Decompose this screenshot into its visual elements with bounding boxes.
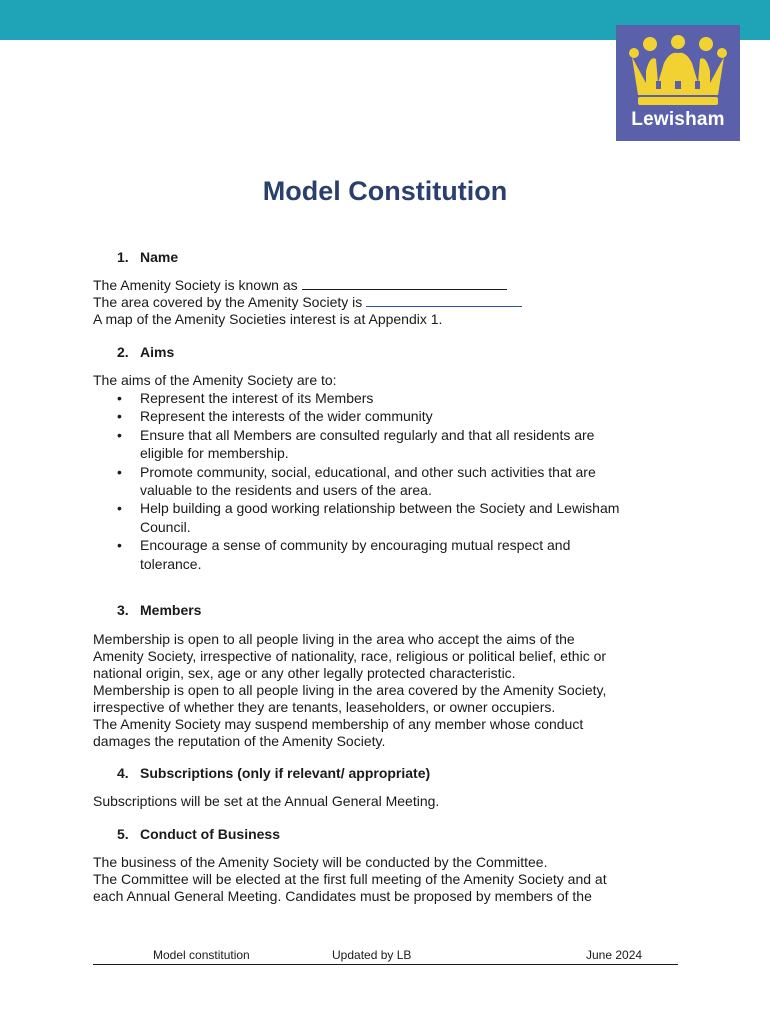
- aims-item-line: tolerance.: [140, 555, 202, 572]
- society-name-blank: [302, 277, 507, 290]
- members-section-body: [93, 631, 606, 750]
- section-heading-text: Aims: [140, 344, 175, 360]
- paragraph-line: national origin, sex, age or any other legally protected characteristic.: [93, 665, 516, 681]
- aims-item-line: eligible for membership.: [140, 445, 289, 462]
- aims-item-line: • Help building a good working relationship between the Society and Lewisham: [140, 500, 620, 517]
- paragraph-line: each Annual General Meeting. Candidates must be proposed by members of the: [93, 888, 592, 904]
- paragraph-line: The Amenity Society may suspend membership of any member whose conduct: [93, 716, 584, 732]
- aims-intro: The aims of the Amenity Society are to:: [93, 372, 337, 388]
- aims-item-line: • Ensure that all Members are consulted regularly and that all residents are: [140, 426, 595, 443]
- section-number: 3.: [117, 602, 129, 618]
- section-heading-conduct: [117, 826, 280, 842]
- section-number: 1.: [117, 249, 129, 265]
- paragraph-line: irrespective of whether they are tenants, leaseholders, or owner occupiers.: [93, 699, 556, 715]
- section-number: 5.: [117, 826, 129, 842]
- aims-item-line: • Represent the interest of its Members: [140, 390, 374, 406]
- logo-wordmark: Lewisham: [631, 109, 725, 130]
- paragraph-line: The Committee will be elected at the first full meeting of the Amenity Society and at: [93, 871, 607, 887]
- paragraph-line: Membership is open to all people living in the area covered by the Amenity Society,: [93, 682, 607, 698]
- aims-list-item: [117, 499, 619, 536]
- lewisham-logo: [616, 25, 740, 141]
- footer-updated-by: Updated by LB: [332, 948, 412, 962]
- aims-list-item: [117, 536, 619, 573]
- aims-item-line: valuable to the residents and users of the area.: [140, 482, 432, 499]
- page-footer: [93, 948, 678, 965]
- area-covered-label: The area covered by the Amenity Society is: [93, 294, 363, 310]
- society-name-label: The Amenity Society is known as: [93, 277, 298, 293]
- aims-list-item: [117, 463, 619, 500]
- aims-item-line: • Represent the interests of the wider community: [140, 408, 433, 425]
- aims-item-line: • Promote community, social, educational, and other such activities that are: [140, 463, 596, 480]
- paragraph-line: The business of the Amenity Society will be conducted by the Committee.: [93, 854, 548, 870]
- paragraph-line: damages the reputation of the Amenity Society.: [93, 733, 386, 749]
- footer-document-name: Model constitution: [153, 948, 250, 962]
- area-covered-blank: [366, 294, 522, 307]
- section-heading-text: Name: [140, 249, 179, 265]
- aims-list-item: [117, 389, 619, 407]
- aims-list: [117, 389, 619, 573]
- section-heading-name: [117, 249, 178, 265]
- footer-date: June 2024: [586, 948, 643, 962]
- section-number: 4.: [117, 765, 129, 781]
- paragraph-line: Membership is open to all people living in the area who accept the aims of the: [93, 631, 575, 647]
- society-name-line: [93, 277, 522, 294]
- section-heading-text: Members: [140, 602, 202, 618]
- document-title: Model Constitution: [262, 176, 508, 206]
- conduct-section-body: [93, 854, 607, 905]
- aims-list-item: [117, 426, 619, 463]
- area-covered-line: [93, 294, 522, 311]
- name-section-body: [93, 277, 522, 328]
- aims-item-line: Council.: [140, 518, 191, 535]
- section-number: 2.: [117, 344, 129, 360]
- aims-item-line: • Encourage a sense of community by encouraging mutual respect and: [140, 537, 571, 554]
- subscriptions-text: Subscriptions will be set at the Annual General Meeting.: [93, 793, 440, 809]
- aims-list-item: [117, 407, 619, 425]
- section-heading-text: Conduct of Business: [140, 826, 281, 842]
- paragraph-line: Amenity Society, irrespective of nationality, race, religious or political belief, ethic or: [93, 648, 607, 664]
- section-heading-subscriptions: [117, 765, 430, 781]
- section-heading-members: [117, 602, 201, 618]
- section-heading-text: Subscriptions (only if relevant/ appropriate): [140, 765, 431, 781]
- crown-icon: [628, 33, 728, 107]
- section-heading-aims: [117, 344, 174, 360]
- map-appendix-line: A map of the Amenity Societies interest is at Appendix 1.: [93, 311, 443, 327]
